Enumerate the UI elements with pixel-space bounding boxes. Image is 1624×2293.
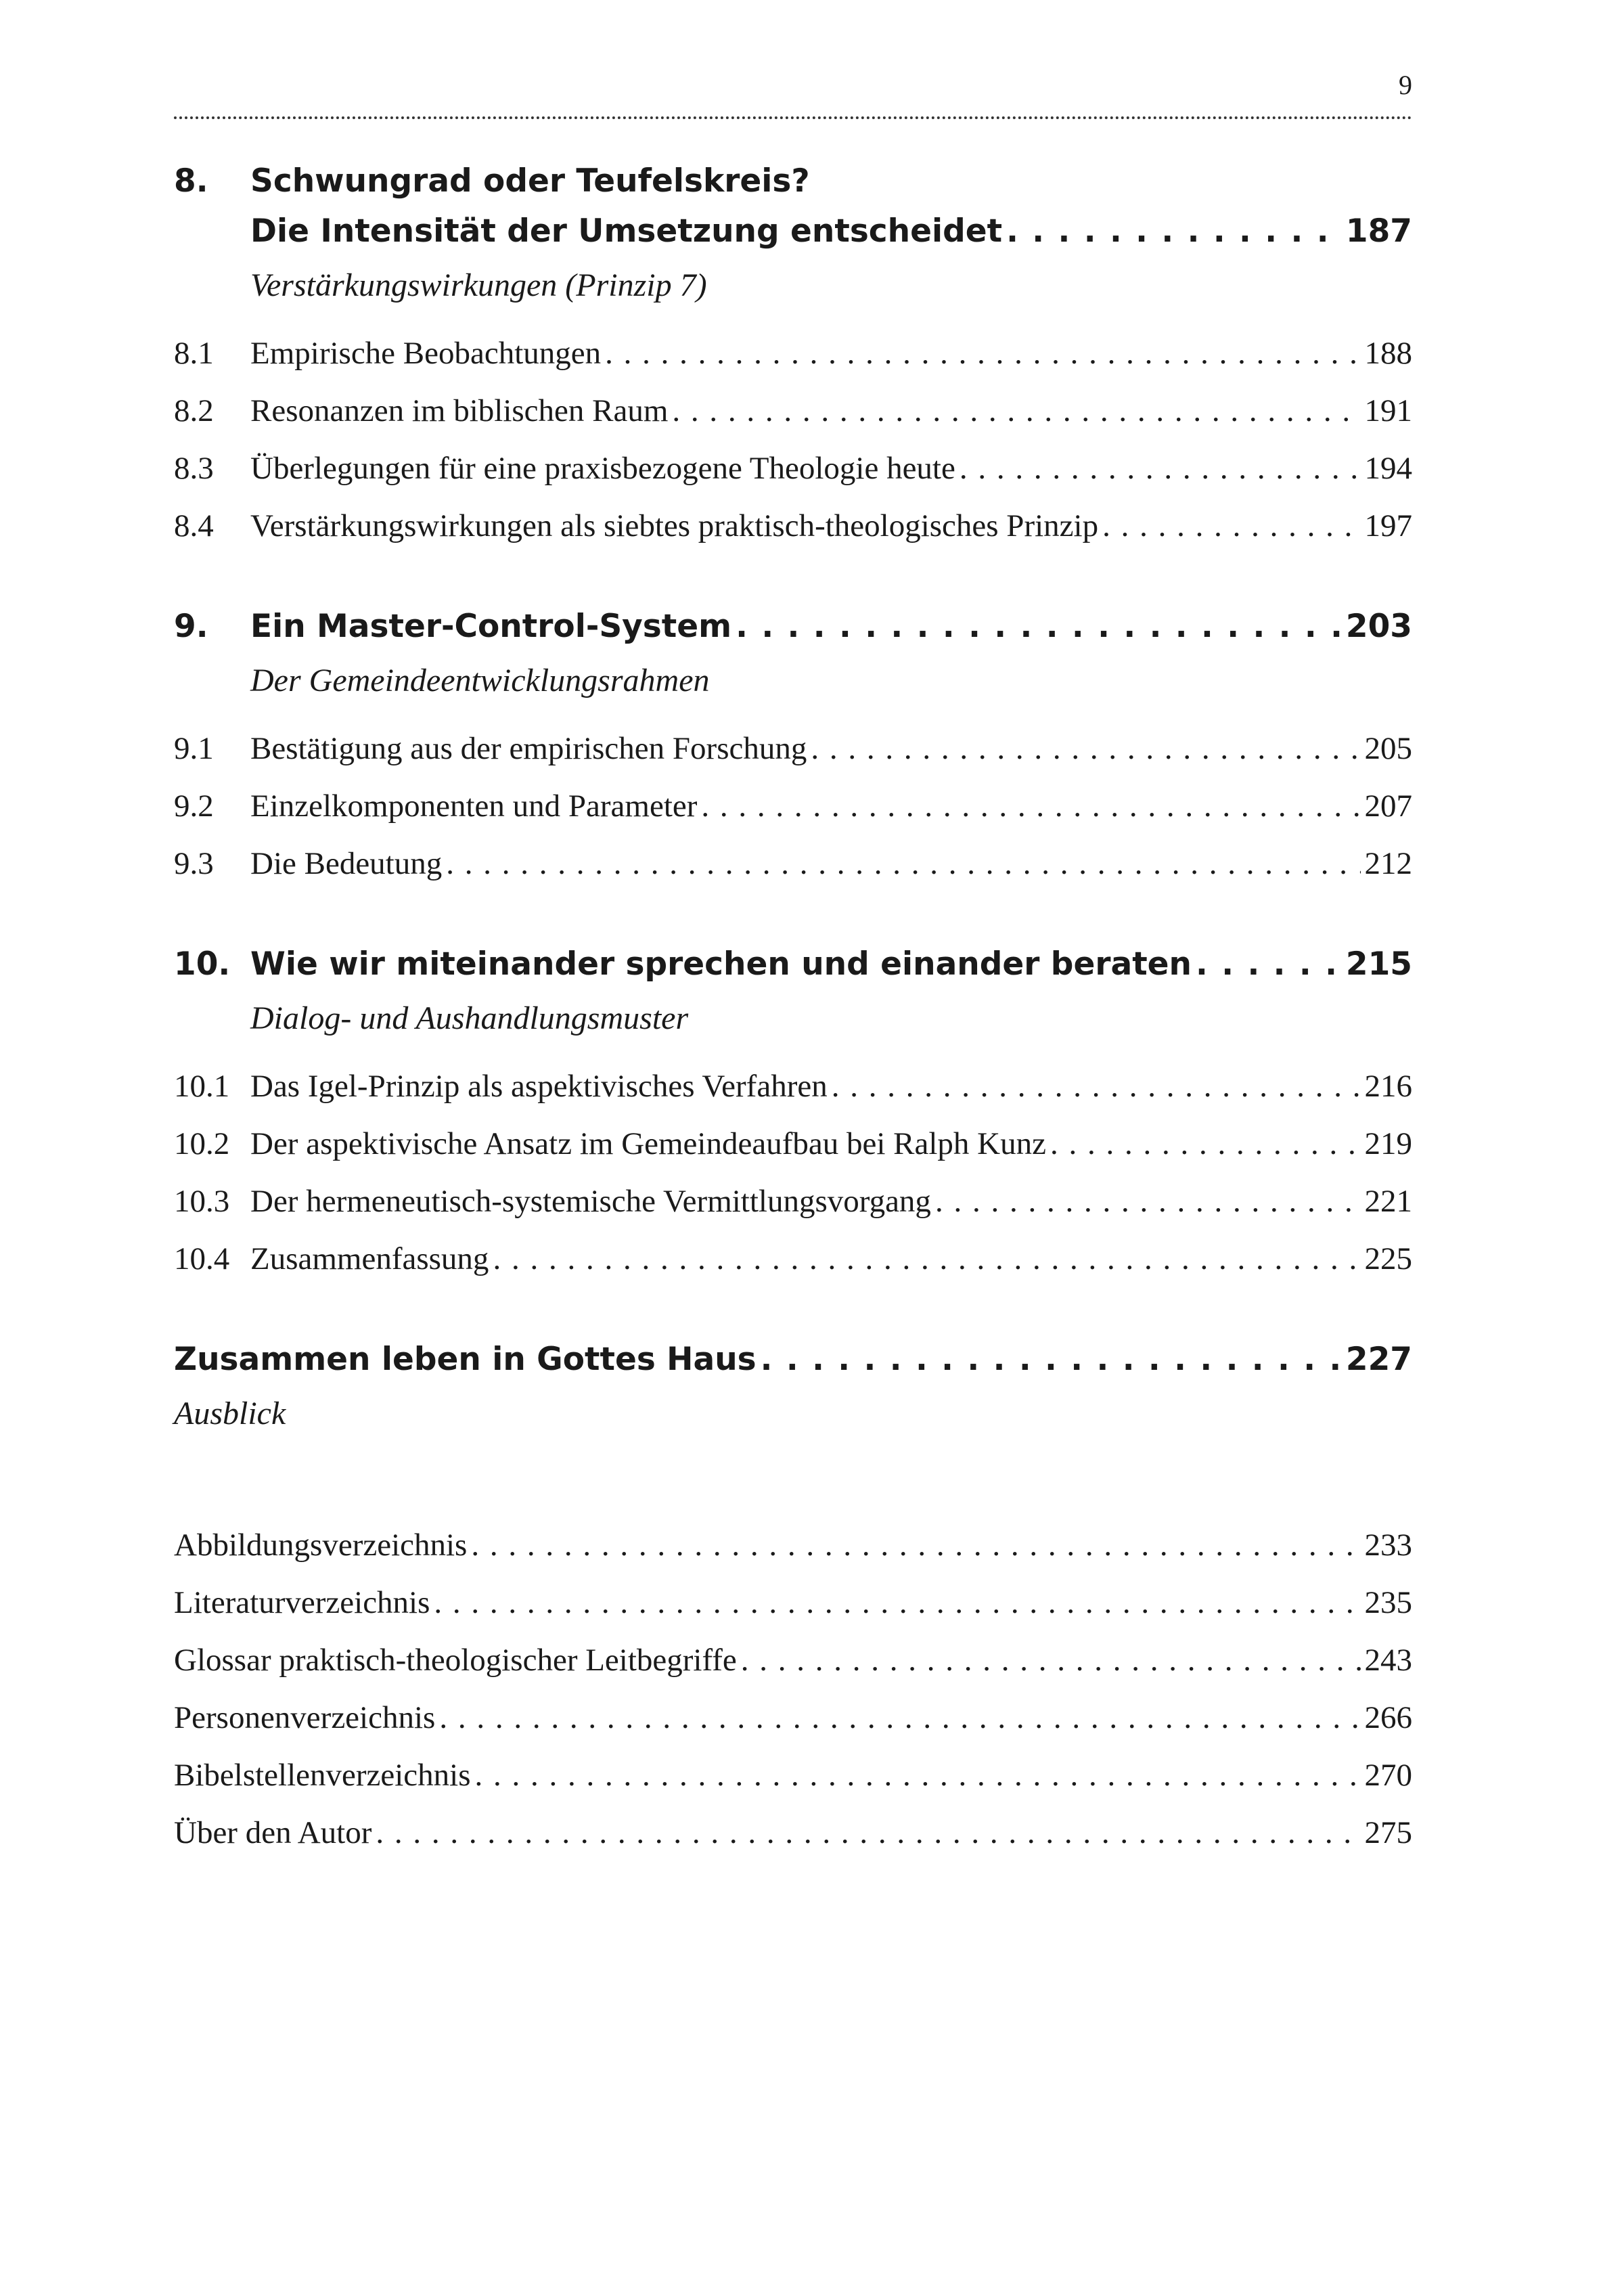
dot-leader	[605, 325, 1360, 382]
toc-entry[interactable]	[174, 778, 1412, 835]
toc-entry[interactable]	[174, 1173, 1412, 1230]
section-page: 212	[1364, 846, 1412, 881]
dot-leader	[471, 1517, 1360, 1574]
appendix-page: 275	[1364, 1815, 1412, 1850]
section-number: 8.4	[174, 508, 214, 543]
chapter-page: 187	[1345, 213, 1412, 250]
section-number: 9.1	[174, 731, 214, 766]
section-title: Die Bedeutung	[250, 846, 443, 881]
section-number: 8.1	[174, 336, 214, 371]
dot-leader	[811, 720, 1360, 778]
section-number: 8.2	[174, 393, 214, 428]
dot-leader	[672, 382, 1360, 440]
chapter-number: 9.	[174, 608, 208, 645]
section-title: Überlegungen für eine praxisbezogene Theologie heute	[250, 451, 955, 486]
dot-leader	[434, 1574, 1360, 1632]
dot-leader	[439, 1689, 1360, 1747]
dot-leader	[741, 1632, 1361, 1689]
appendix-page: 266	[1364, 1700, 1412, 1735]
chapter-title-line1: Schwungrad oder Teufelskreis?	[250, 162, 810, 200]
chapter-9	[174, 608, 1412, 893]
dot-leader	[475, 1747, 1361, 1804]
chapter-heading[interactable]	[174, 162, 1412, 213]
dot-leader	[1006, 213, 1342, 250]
toc-entry[interactable]	[174, 1115, 1412, 1173]
outlook-heading[interactable]	[174, 1341, 1412, 1391]
dot-leader	[1050, 1115, 1361, 1173]
page-number: 9	[1399, 70, 1412, 100]
section-number: 10.4	[174, 1241, 230, 1276]
appendix-page: 233	[1364, 1528, 1412, 1563]
appendix-entry[interactable]	[174, 1804, 1412, 1862]
appendix-title: Personenverzeichnis	[174, 1700, 436, 1735]
section-number: 8.3	[174, 451, 214, 486]
appendix-title: Literaturverzeichnis	[174, 1585, 430, 1620]
section-title: Verstärkungswirkungen als siebtes praktisch-theologisches Prinzip	[250, 508, 1099, 543]
chapter-title: Die Intensität der Umsetzung entscheidet	[250, 213, 1003, 250]
dot-leader	[736, 608, 1342, 645]
toc-entry[interactable]	[174, 1230, 1412, 1288]
section-page: 205	[1364, 731, 1412, 766]
section-page: 225	[1364, 1241, 1412, 1276]
chapter-number: 10.	[174, 945, 231, 983]
section-number: 10.3	[174, 1184, 230, 1219]
toc-entry[interactable]	[174, 440, 1412, 497]
appendix-title: Bibelstellenverzeichnis	[174, 1758, 471, 1793]
section-title: Der hermeneutisch-systemische Vermittlungsvorgang	[250, 1184, 931, 1219]
appendix-title: Abbildungsverzeichnis	[174, 1528, 468, 1563]
section-title: Zusammenfassung	[250, 1241, 489, 1276]
toc-entry[interactable]	[174, 325, 1412, 382]
toc-entry[interactable]	[174, 497, 1412, 555]
appendix-list	[174, 1517, 1412, 1862]
dot-leader	[376, 1804, 1360, 1862]
chapter-8	[174, 162, 1412, 555]
section-title: Resonanzen im biblischen Raum	[250, 393, 669, 428]
dot-leader	[960, 440, 1361, 497]
chapter-title: Ein Master-Control-System	[250, 608, 732, 645]
outlook-title: Zusammen leben in Gottes Haus	[174, 1341, 757, 1378]
chapter-page: 215	[1345, 945, 1412, 983]
toc-entry[interactable]	[174, 382, 1412, 440]
section-title: Einzelkomponenten und Parameter	[250, 788, 698, 824]
chapter-subtitle: Verstärkungswirkungen (Prinzip 7)	[250, 267, 707, 303]
appendix-entry[interactable]	[174, 1632, 1412, 1689]
appendix-entry[interactable]	[174, 1517, 1412, 1574]
chapter-heading-line2[interactable]	[174, 213, 1412, 263]
chapter-page: 203	[1345, 608, 1412, 645]
dot-leader	[935, 1173, 1361, 1230]
section-page: 221	[1364, 1184, 1412, 1219]
dotted-header-rule	[174, 116, 1412, 119]
appendix-entry[interactable]	[174, 1574, 1412, 1632]
section-page: 207	[1364, 788, 1412, 824]
section-number: 10.2	[174, 1126, 230, 1161]
outlook-page: 227	[1345, 1341, 1412, 1378]
section-page: 191	[1364, 393, 1412, 428]
section-title: Bestätigung aus der empirischen Forschung	[250, 731, 807, 766]
chapter-10	[174, 945, 1412, 1288]
section-page: 194	[1364, 451, 1412, 486]
section-title: Der aspektivische Ansatz im Gemeindeaufbau bei Ralph Kunz	[250, 1126, 1046, 1161]
dot-leader	[1196, 945, 1342, 983]
section-number: 10.1	[174, 1069, 230, 1104]
chapter-title: Wie wir miteinander sprechen und einander beraten	[250, 945, 1192, 983]
dot-leader	[493, 1230, 1360, 1288]
section-page: 188	[1364, 336, 1412, 371]
section-page: 197	[1364, 508, 1412, 543]
outlook-subtitle: Ausblick	[174, 1396, 286, 1431]
chapter-heading[interactable]	[174, 945, 1412, 996]
section-page: 219	[1364, 1126, 1412, 1161]
section-number: 9.3	[174, 846, 214, 881]
appendix-entry[interactable]	[174, 1747, 1412, 1804]
dot-leader	[832, 1058, 1361, 1115]
dot-leader	[761, 1341, 1342, 1378]
section-number: 9.2	[174, 788, 214, 824]
dot-leader	[701, 778, 1360, 835]
appendix-title: Glossar praktisch-theologischer Leitbegriffe	[174, 1643, 737, 1678]
dot-leader	[1102, 497, 1360, 555]
toc-entry[interactable]	[174, 835, 1412, 893]
appendix-title: Über den Autor	[174, 1815, 372, 1850]
toc-entry[interactable]	[174, 720, 1412, 778]
chapter-number: 8.	[174, 162, 208, 200]
appendix-page: 270	[1364, 1758, 1412, 1793]
table-of-contents	[174, 162, 1412, 1862]
chapter-heading[interactable]	[174, 608, 1412, 658]
appendix-entry[interactable]	[174, 1689, 1412, 1747]
section-title: Empirische Beobachtungen	[250, 336, 602, 371]
chapter-subtitle: Der Gemeindeentwicklungsrahmen	[250, 663, 710, 698]
chapter-subtitle: Dialog- und Aushandlungsmuster	[250, 1000, 689, 1036]
outlook-section	[174, 1341, 1412, 1437]
dot-leader	[446, 835, 1360, 893]
section-title: Das Igel-Prinzip als aspektivisches Verfahren	[250, 1069, 828, 1104]
appendix-page: 243	[1364, 1643, 1412, 1678]
toc-entry[interactable]	[174, 1058, 1412, 1115]
appendix-page: 235	[1364, 1585, 1412, 1620]
section-page: 216	[1364, 1069, 1412, 1104]
